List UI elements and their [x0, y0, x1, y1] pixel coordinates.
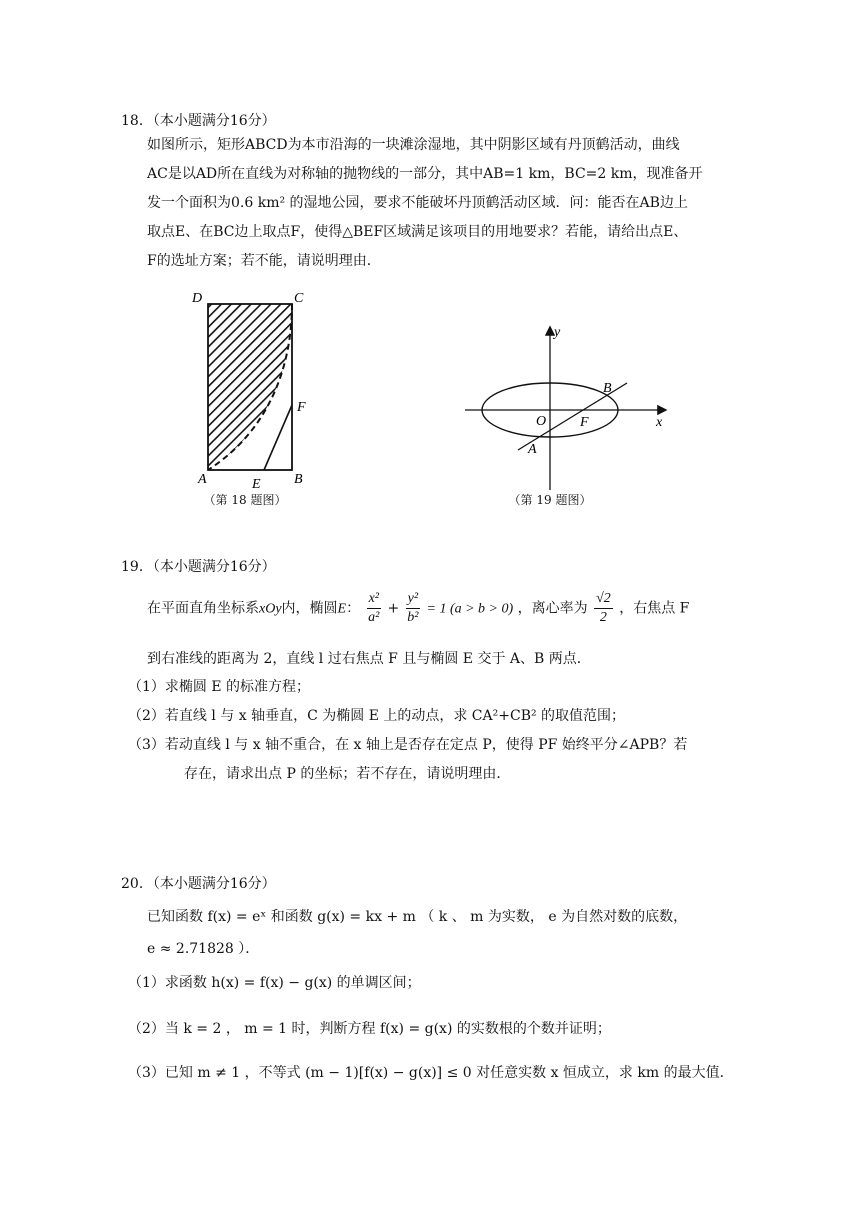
label-a: A [198, 472, 207, 487]
label-f: F [297, 400, 306, 415]
q19-sub-1: （1）求椭圆 E 的标准方程； [128, 679, 311, 695]
q18-caption: （第 18 题图） [203, 493, 287, 507]
q19-figure [460, 320, 680, 495]
q19-line-2: 到右准线的距离为 2，直线 l 过右焦点 F 且与椭圆 E 交于 A、B 两点． [147, 651, 591, 667]
label-c: C [294, 291, 304, 306]
q19-caption: （第 19 题图） [508, 493, 592, 507]
q19-heading: 19．（本小题满分16分） [121, 559, 276, 575]
q19-text-a: 在平面直角坐标系 [147, 600, 259, 617]
q20-line-2: e ≈ 2.71828 ）． [147, 941, 260, 957]
q19-sub-2: （2）若直线 l 与 x 轴垂直，C 为椭圆 E 上的动点，求 CA²+CB² 的取值范围； [128, 708, 626, 724]
frac-sqrt2-2: $\frac{√2}{2}$ [596, 591, 611, 625]
plus-sign: + [387, 600, 400, 617]
q19-sub-3a: （3）若动直线 l 与 x 轴不重合，在 x 轴上是否存在定点 P，使得 PF 始终平分∠APB？若 [128, 737, 688, 753]
q18-figure [180, 285, 320, 500]
label-a: A [528, 442, 537, 457]
label-o: O [536, 414, 547, 429]
label-y: y [554, 325, 561, 340]
q18-line-5: F的选址方案；若不能，请说明理由． [147, 253, 381, 269]
q18-heading: 18．（本小题满分16分） [121, 113, 276, 129]
frac-y2-b2: $\frac{\text{y²}}{\text{b²}}$ [407, 591, 419, 625]
q19-text-f: ，离心率为 [517, 600, 588, 617]
q18-text [147, 131, 767, 276]
q18-line-2: AC是以AD所在直线为对称轴的抛物线的一部分，其中AB=1 km，BC=2 km，现准备开 [147, 166, 703, 182]
shaded-region [208, 304, 292, 470]
q19-xoy: xOy [259, 601, 282, 617]
q19-colon: ： [346, 600, 361, 617]
frac-x2-a2: $\frac{\text{x²}}{\text{a²}}$ [368, 591, 380, 625]
q20-sub-1: （1）求函数 h(x) = f(x) − g(x) 的单调区间； [128, 975, 421, 991]
q20-line-1: 已知函数 f(x) = eˣ 和函数 g(x) = kx + m （ k 、 m 为实数， e 为自然对数的底数， [147, 909, 688, 925]
q19-line-1 [147, 590, 689, 627]
q18-line-3: 发一个面积为0.6 km² 的湿地公园，要求不能破坏丹顶鹤活动区域．问：能否在AB边上 [147, 195, 688, 211]
q19-sub-3b: 存在，请求出点 P 的坐标；若不存在，请说明理由． [184, 766, 511, 782]
label-b: B [294, 472, 303, 487]
q20-heading: 20．（本小题满分16分） [121, 876, 276, 892]
q18-line-4: 取点E、在BC边上取点F，使得△BEF区域满足该项目的用地要求？若能，请给出点E、 [147, 224, 688, 240]
q18-line-1: 如图所示，矩形ABCD为本市沿海的一块滩涂湿地，其中阴影区域有丹顶鹤活动，曲线 [147, 137, 680, 153]
q19-e: E [337, 601, 347, 617]
q19-text-c: 内，椭圆 [281, 600, 338, 617]
q20-sub-3: （3）已知 m ≠ 1 ，不等式 (m − 1)[f(x) − g(x)] ≤ 0 对任意实数 x 恒成立，求 km 的最大值． [128, 1065, 734, 1081]
segment-ef [264, 405, 292, 470]
label-b: B [603, 381, 612, 396]
q20-sub-2: （2）当 k = 2 ， m = 1 时，判断方程 f(x) = g(x) 的实数根的个数并证明； [128, 1021, 611, 1037]
ellipse-equation-rhs: = 1 (a > b > 0) [426, 601, 514, 617]
label-e: E [252, 477, 261, 492]
q19-text-g: ，右焦点 F [619, 600, 690, 617]
label-x: x [656, 415, 663, 430]
label-f: F [580, 415, 589, 430]
label-d: D [192, 291, 203, 306]
